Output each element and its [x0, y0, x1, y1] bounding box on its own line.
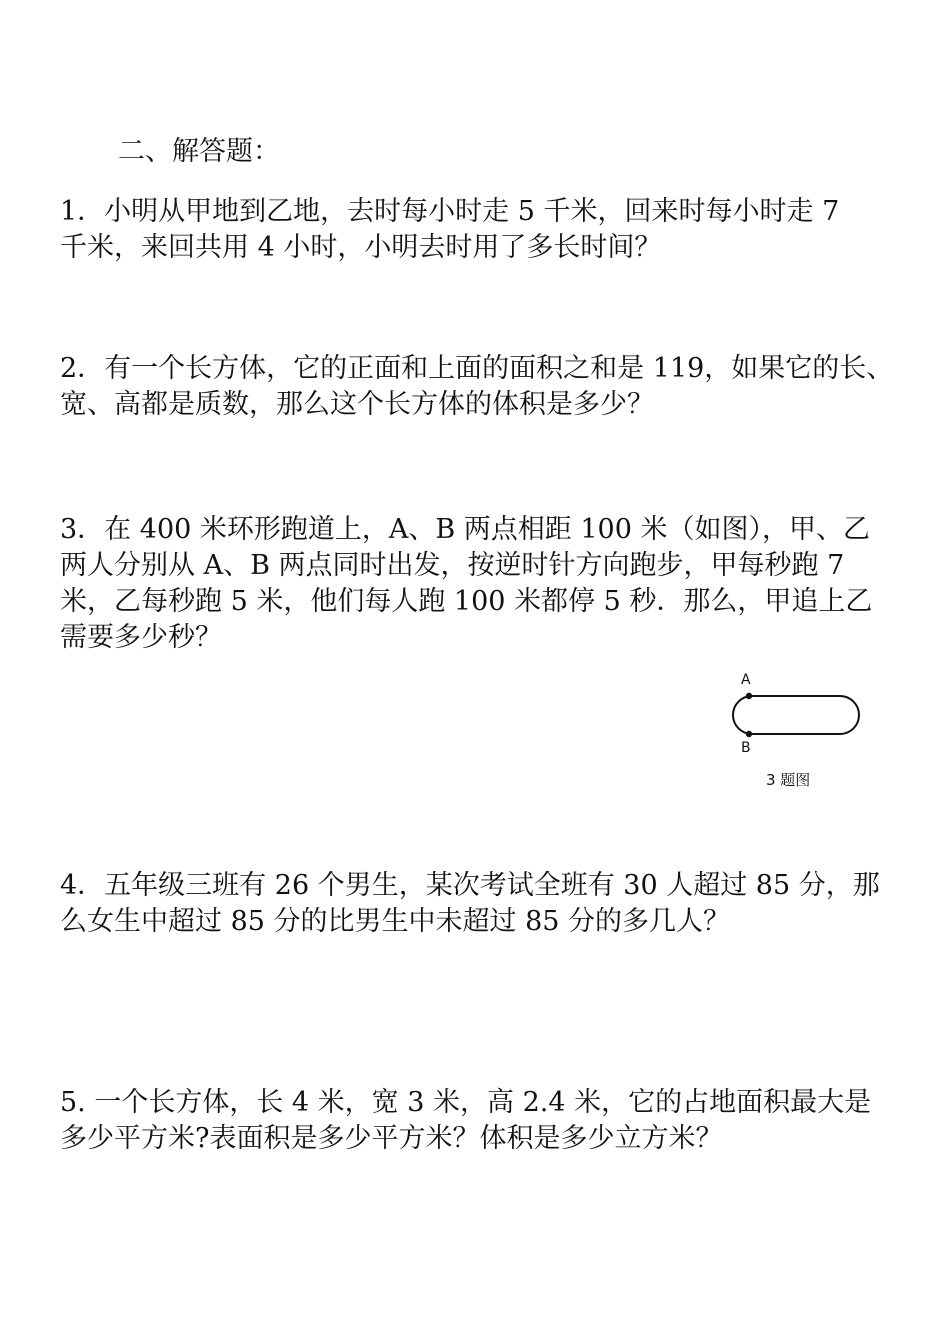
running-track-loop — [733, 696, 859, 734]
point-b-marker — [746, 731, 752, 737]
problem-2-line-1: 2．有一个长方体，它的正面和上面的面积之和是 119，如果它的长、 — [60, 353, 894, 384]
problem-4-line-2: 么女生中超过 85 分的比男生中未超过 85 分的多几人？ — [60, 906, 731, 937]
figure-caption: 3 题图 — [766, 771, 811, 789]
problem-3-line-1: 3．在 400 米环形跑道上，A、B 两点相距 100 米（如图），甲、乙 — [60, 514, 870, 545]
point-a-label: A — [741, 672, 751, 688]
track-figure — [726, 668, 866, 798]
problem-4 — [60, 868, 900, 940]
point-b-label: B — [741, 740, 751, 756]
problem-2-line-2: 宽、高都是质数，那么这个长方体的体积是多少？ — [60, 389, 654, 420]
problem-5 — [60, 1085, 900, 1157]
problem-2 — [60, 351, 900, 423]
point-a-marker — [746, 693, 752, 699]
problem-3-line-2: 两人分别从 A、B 两点同时出发，按逆时针方向跑步，甲每秒跑 7 — [60, 550, 845, 581]
problem-1 — [60, 194, 900, 266]
problem-3 — [60, 512, 900, 656]
problem-1-line-2: 千米，来回共用 4 小时，小明去时用了多长时间？ — [60, 232, 662, 263]
problem-3-line-4: 需要多少秒？ — [60, 622, 222, 653]
problem-3-line-3: 米，乙每秒跑 5 米，他们每人跑 100 米都停 5 秒．那么，甲追上乙 — [60, 586, 873, 617]
section-title: 二、解答题： — [118, 136, 280, 167]
problem-1-line-1: 1．小明从甲地到乙地，去时每小时走 5 千米，回来时每小时走 7 — [60, 196, 840, 227]
problem-5-line-1: 5. 一个长方体，长 4 米，宽 3 米，高 2.4 米，它的占地面积最大是 — [60, 1087, 872, 1118]
problem-4-line-1: 4．五年级三班有 26 个男生，某次考试全班有 30 人超过 85 分，那 — [60, 870, 880, 901]
problem-5-line-2: 多少平方米?表面积是多少平方米？体积是多少立方米？ — [60, 1123, 723, 1154]
